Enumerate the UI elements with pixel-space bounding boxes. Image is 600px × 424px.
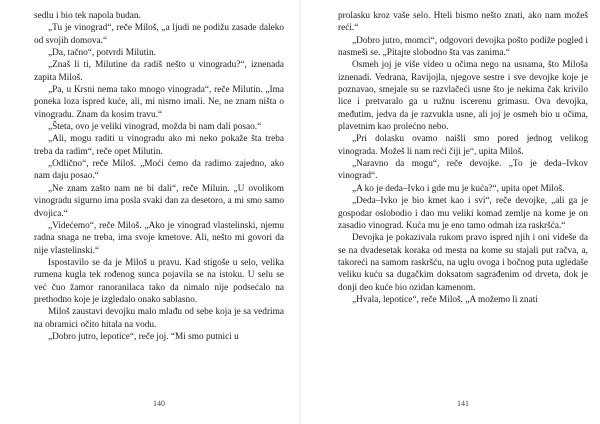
paragraph: „Dobro jutro, lepotice“, reče joj. “Mi smo putnici u [48,331,239,342]
paragraph: „Hvala, lepotice“, reče Miloš. „A možemo li znati [352,294,538,305]
left-page [34,10,284,414]
paragraph: „Šteta, ovo je veliki vinograd, možda bi nam dali posao.“ [48,122,262,133]
page-number: 140 [153,399,165,408]
paragraph: Osmeh joj je više video u očima nego na usnama, što Miloša iznenadi. Vedrana, Ravijojla, njegove sestre i sve devojke koje je poznavao, smejale su se razvlačeći usne što je nekima čak krivilo lice i pretvaralo ga u ružnu iscerenu grimasu. Ova devojka, međutim, jedva da je razvukla usne, ali joj je osmeh bio u očima, plavetnim kao prolećno nebo. [338,60,588,133]
paragraph: „Pa, u Krsni nema tako mnogo vinograda“, reče Milutin. „Ima poneka loza ispred kuće, ali, mi nismo imali. Ne, ne znam ništa o vinogradu. Znam da kosim travu.“ [34,85,284,120]
paragraph: „A ko je deda–Ivko i gde mu je kuća?“, upita opet Miloš. [352,183,565,194]
paragraph: „Deda–Ivko je bio kmet kao i svi“, reče devojke, „ali ga je gospodar oslobodio i dao mu veliki komad zemlje na kome je on zasadio vinograd. Kuća mu je eno tamo odmah iza raskršća.“ [338,196,588,231]
paragraph: „Naravno da mogu“, reče devojke. „To je deda–Ivkov vinograd“. [338,159,588,182]
paragraph: prolasku kroz vaše selo. Hteli bismo nešto znati, ako nam možeš reći.“ [338,11,588,34]
paragraph: Miloš zaustavi devojku malo mlađu od sebe koja je sa vedrima na obramici očito hitala na vodu. [34,307,284,330]
paragraph: „Ne znam zašto nam ne bi dali“, reče Miluin. „U ovolikom vinogradu sigurno ima posla svaki dan za desetoro, a mi smo samo dvojica.“ [34,183,284,219]
paragraph: Devojka je pokazivala rukom pravo ispred njih i oni videše da se na dvadesetak koraka od mesta na kome su stajali put račva, a, takoreći na samom raskršću, na uglu ovoga i bočnog puta ugledaše veliku kuću sa dugačkim doksatom sagrađenim od drveta, dok je donji deo kuće bio ozidan kamenom. [338,233,588,293]
paragraph: „Tu je vinograd“, reče Miloš, „a ljudi ne podižu zasade daleko od svojih domova.“ [34,23,284,46]
page-number: 141 [457,399,469,408]
paragraph: „Videćemo“, reče Miloš. „Ako je vinograd vlastelinski, njemu radna snaga ne treba, ima svoje kmetove. Ali, nešto mi govori da nije vlastelinski.“ [34,220,284,256]
paragraph: „Znaš li ti, Milutine da radiš nešto u vinogradu?“, iznenada zapita Miloš. [34,60,284,83]
paragraph: „Da, tačno“, potvrdi Milutin. [48,48,156,59]
paragraph: „Ali, mogu raditi u vinogradu ako mi neko pokaže šta treba treba da radim“, reče opet Milutin. [34,134,284,157]
paragraph: „Pri dolasku ovamo naišli smo pored jednog velikog vinograda. Možeš li nam reći čiji je“, upita Miloš. [338,134,588,157]
paragraph: Ispostavilo se da je Miloš u pravu. Kad stigoše u selo, velika rumena kugla tek rođenog sunca pojavila se na istoku. U selu se već čuo žamor ranoranilaca tako da nimalo nije podsećalo na prethodno koje je izgledalo onako sablasno. [34,257,284,305]
page-gutter [299,0,301,424]
paragraph: „Dobro jutro, momci“, odgovori devojka pošto podiže pogled i nasmeši se. „Pitajte slobodno šta vas zanima.“ [338,35,588,59]
left-page-text [34,10,284,343]
paragraph: „Odlično“, reče Miloš. „Moći ćemo da radimo zajedno, ako nam daju posao.“ [34,159,284,182]
right-page-text [338,10,588,306]
right-page [338,10,588,414]
paragraph: sedlu i bio tek napola budan. [34,11,141,21]
